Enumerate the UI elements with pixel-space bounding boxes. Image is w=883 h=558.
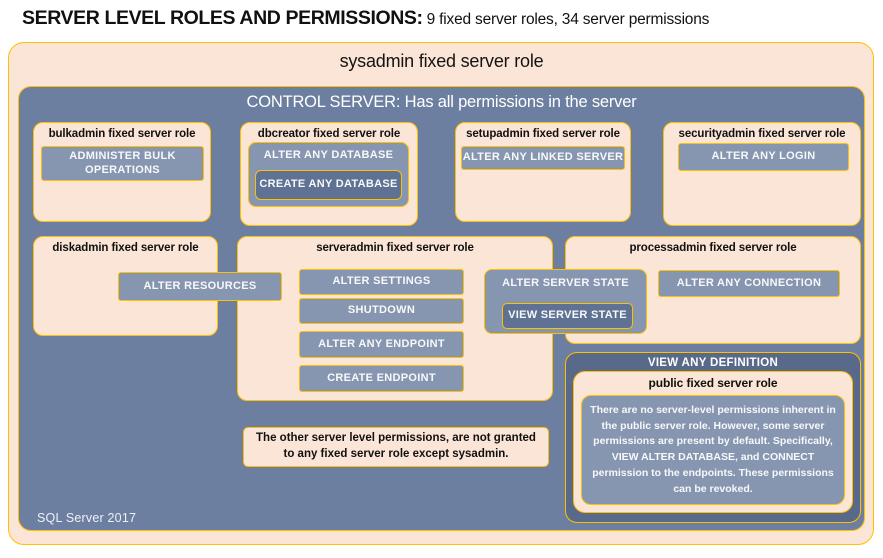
permission-create-endpoint: CREATE ENDPOINT — [299, 365, 464, 392]
permission-create-any-database: CREATE ANY DATABASE — [255, 170, 402, 200]
setupadmin-role-box — [455, 122, 631, 222]
dbcreator-role-title: dbcreator fixed server role — [257, 128, 401, 140]
diskadmin-role-title: diskadmin fixed server role — [52, 242, 199, 254]
sql-server-version-label: SQL Server 2017 — [37, 511, 137, 525]
page-title — [22, 7, 709, 30]
other-permissions-note: The other server level permissions, are not granted to any fixed server role except sysadmin. — [243, 427, 549, 467]
page-title-subtitle: 9 fixed server roles, 34 server permissions — [426, 11, 710, 28]
permission-alter-resources: ALTER RESOURCES — [118, 272, 282, 301]
public-role-title: public fixed server role — [648, 376, 778, 390]
permission-view-any-definition: VIEW ANY DEFINITION — [647, 357, 779, 369]
serveradmin-role-title: serveradmin fixed server role — [316, 242, 474, 254]
processadmin-role-title: processadmin fixed server role — [629, 242, 797, 254]
sysadmin-role-label: sysadmin fixed server role — [339, 51, 544, 71]
public-role-note: There are no server-level permissions inherent in the public server role. However, some server permissions are present by default. Specifically, VIEW ALTER DATABASE, and CONNECT permission to the endpoints. These permissions can be revoked. — [581, 395, 845, 505]
permission-alter-any-database: ALTER ANY DATABASE — [248, 142, 409, 207]
permission-view-server-state: VIEW SERVER STATE — [502, 303, 633, 329]
permission-alter-any-login: ALTER ANY LOGIN — [678, 143, 849, 171]
permission-alter-any-connection: ALTER ANY CONNECTION — [658, 270, 840, 297]
permission-alter-any-linked-server: ALTER ANY LINKED SERVER — [461, 146, 625, 170]
permission-alter-settings: ALTER SETTINGS — [299, 269, 464, 295]
setupadmin-role-title: setupadmin fixed server role — [466, 128, 620, 140]
securityadmin-role-title: securityadmin fixed server role — [678, 128, 846, 140]
permission-administer-bulk-operations: ADMINISTER BULK OPERATIONS — [41, 146, 204, 181]
permission-alter-any-endpoint: ALTER ANY ENDPOINT — [299, 331, 464, 358]
bulkadmin-role-title: bulkadmin fixed server role — [48, 128, 196, 140]
securityadmin-role-box — [663, 122, 861, 226]
permission-shutdown: SHUTDOWN — [299, 298, 464, 324]
permission-alter-server-state: ALTER SERVER STATE — [484, 269, 647, 334]
page-title-main: SERVER LEVEL ROLES AND PERMISSIONS: — [22, 7, 423, 29]
control-server-label: CONTROL SERVER: Has all permissions in the server — [246, 93, 637, 111]
